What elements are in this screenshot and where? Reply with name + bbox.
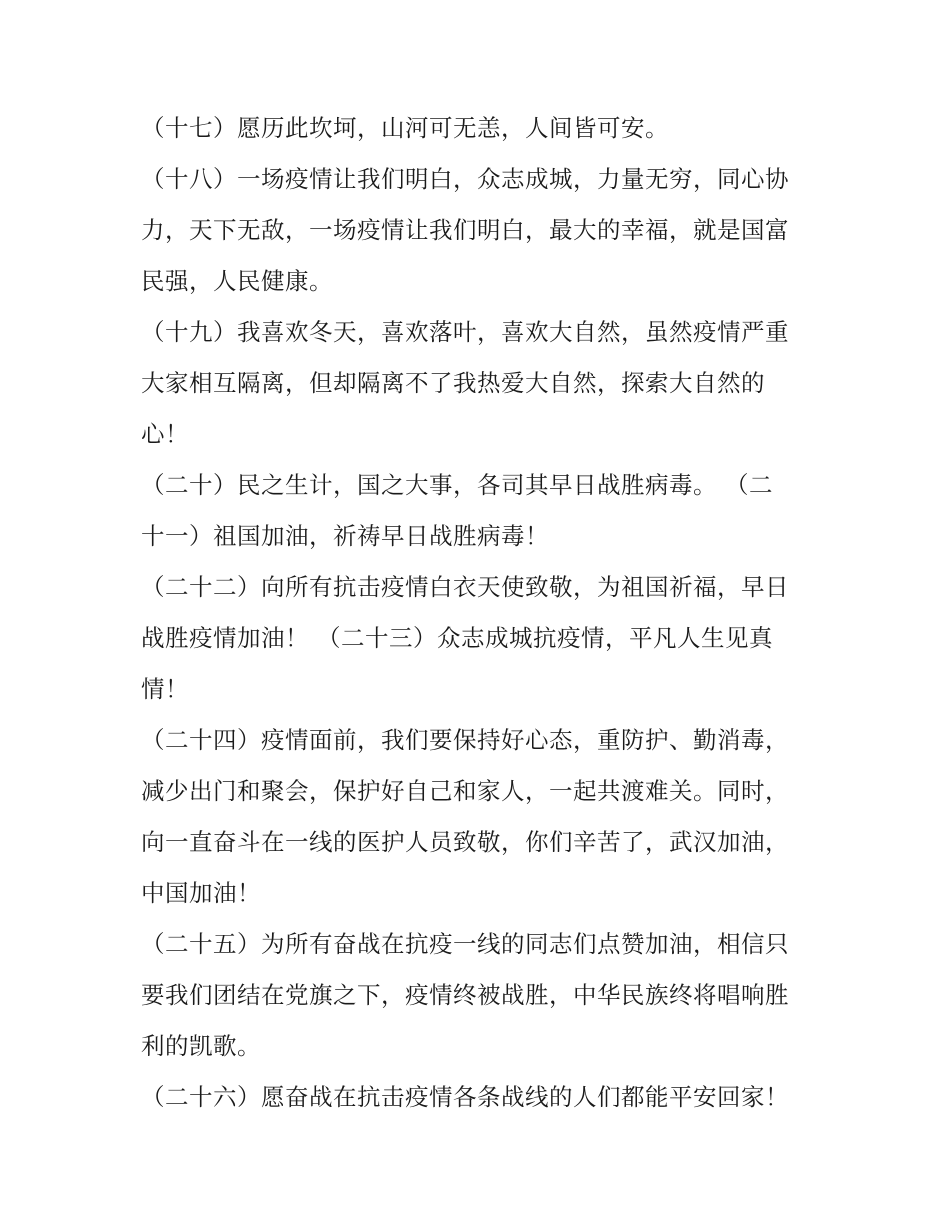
paragraph-17: [141, 103, 811, 154]
paragraph-19: [141, 307, 811, 460]
text-line: 心！: [141, 420, 189, 448]
paragraph-25: [141, 919, 811, 1072]
text-line: （二十二）向所有抗击疫情白衣天使致敬，为祖国祈福，早日: [141, 573, 789, 601]
text-line: 十一）祖国加油，祈祷早日战胜病毒！: [141, 522, 549, 550]
text-line: （十九）我喜欢冬天，喜欢落叶，喜欢大自然，虽然疫情严重: [141, 318, 789, 346]
text-line: 中国加油！: [141, 879, 261, 907]
text-line: 利的凯歌。: [141, 1032, 261, 1060]
text-line: （十七）愿历此坎坷，山河可无恙，人间皆可安。: [141, 114, 669, 142]
paragraph-20-21: [141, 460, 811, 562]
text-line: 情！: [141, 675, 189, 703]
document-body: [141, 103, 811, 1123]
text-line: （二十）民之生计，国之大事，各司其早日战胜病毒。 （二: [141, 471, 773, 499]
paragraph-24: [141, 715, 811, 919]
text-line: 力，天下无敌，一场疫情让我们明白，最大的幸福，就是国富: [141, 216, 789, 244]
paragraph-26: [141, 1072, 811, 1123]
text-line: （二十六）愿奋战在抗击疫情各条战线的人们都能平安回家！: [141, 1083, 789, 1111]
paragraph-22-23: [141, 562, 811, 715]
text-line: 减少出门和聚会，保护好自己和家人，一起共渡难关。同时，: [141, 777, 789, 805]
text-line: 战胜疫情加油！ （二十三）众志成城抗疫情，平凡人生见真: [141, 624, 773, 652]
text-line: 民强，人民健康。: [141, 267, 333, 295]
text-line: （二十五）为所有奋战在抗疫一线的同志们点赞加油，相信只: [141, 930, 789, 958]
paragraph-18: [141, 154, 811, 307]
text-line: （十八）一场疫情让我们明白，众志成城，力量无穷，同心协: [141, 165, 789, 193]
text-line: 要我们团结在党旗之下，疫情终被战胜，中华民族终将唱响胜: [141, 981, 789, 1009]
text-line: （二十四）疫情面前，我们要保持好心态，重防护、勤消毒，: [141, 726, 789, 754]
text-line: 向一直奋斗在一线的医护人员致敬，你们辛苦了，武汉加油，: [141, 828, 789, 856]
text-line: 大家相互隔离，但却隔离不了我热爱大自然，探索大自然的: [141, 369, 765, 397]
